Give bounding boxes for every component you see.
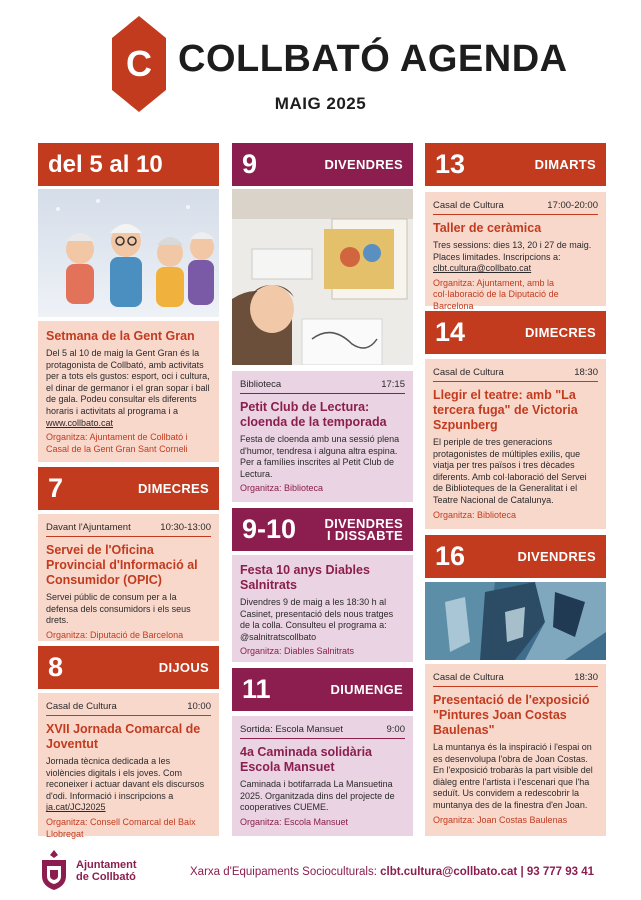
event-title: Setmana de la Gent Gran <box>46 329 195 343</box>
event-meta: Casal de Cultura 18:30 <box>433 367 598 382</box>
event-title: XVII Jornada Comarcal de Joventut <box>46 722 201 751</box>
weekday: DIMARTS <box>534 157 596 172</box>
event-meta: Casal de Cultura 17:00-20:00 <box>433 200 598 215</box>
footer-phone: 93 777 93 41 <box>526 866 595 878</box>
event-organizer: Organitza: Biblioteca <box>240 483 324 494</box>
date-bar-14 <box>425 311 606 354</box>
event-organizer: Organitza: Ajuntament de Collbató i Casal de la Gent Gran Sant Corneli <box>46 432 188 454</box>
event-title: 4a Caminada solidària Escola Mansuet <box>240 745 373 774</box>
day-number: 13 <box>435 149 466 179</box>
event-organizer: Organitza: Diputació de Barcelona <box>46 629 184 640</box>
event-title: Taller de ceràmica <box>433 221 542 235</box>
date-bar-9 <box>232 143 413 186</box>
event-description: Caminada i botifarrada La Mansuetina 2025. Organitzada dins del projecte de cooperatives CUEME. <box>240 779 395 813</box>
event-organizer: Organitza: Escola Mansuet <box>240 816 349 827</box>
event-organizer: Organitza: Diables Salnitrats <box>240 646 355 657</box>
day-number: 16 <box>435 541 466 571</box>
weekday: DIVENDRES <box>324 157 403 172</box>
event-organizer: Organitza: Biblioteca <box>433 509 517 520</box>
event-description: El periple de tres generacions protagonistes de múltiples exilis, que viatja per tres països i tres dècades diferents. Amb col·laboració del Servei de Biblioteques de la Generalitat i el Teatre Nacional de Catalunya. <box>433 437 587 505</box>
event-title: Presentació de l'exposició "Pintures Joan Costas Baulenas" <box>433 693 590 737</box>
footer-contact: Xarxa d'Equipaments Socioculturals: clbt.cultura@collbato.cat | 93 777 93 41 <box>190 866 595 878</box>
weekday: DIVENDRES <box>517 549 596 564</box>
event-organizer: Organitza: Joan Costas Baulenas <box>433 814 568 825</box>
day-number: 8 <box>48 652 64 682</box>
event-title: Petit Club de Lectura: cloenda de la temporada <box>240 400 387 429</box>
weekday: DIMECRES <box>524 325 596 340</box>
page-subtitle: MAIG 2025 <box>274 94 367 113</box>
weekday-pair: DIVENDRES I DISSABTE <box>324 515 403 543</box>
event-meta: Sortida: Escola Mansuet 9:00 <box>240 724 405 739</box>
day-number: 9-10 <box>242 514 297 544</box>
day-number: 14 <box>435 317 466 347</box>
painting-photo <box>425 582 606 660</box>
day-number: 11 <box>242 674 271 704</box>
weekday: DIUMENGE <box>330 682 403 697</box>
event-description: Festa de cloenda amb una sessió plena d'humor, tendresa i alguna altra espina. Per a famílies inscrites al Petit Club de Lectura. <box>240 434 400 479</box>
event-meta: Casal de Cultura 18:30 <box>433 672 598 687</box>
event-description: Servei públic de consum per a la defensa dels consumidors i els seus drets. <box>46 592 191 626</box>
date-range: del 5 al 10 <box>48 150 163 178</box>
ajuntament-shield-icon <box>38 850 70 890</box>
event-card-llegir-teatre <box>425 359 606 529</box>
event-description: Tres sessions: dies 13, 20 i 27 de maig. Places limitades. Inscripcions a: clbt.cultura@collbato.cat <box>433 240 592 274</box>
event-card-gent-gran <box>38 321 219 462</box>
event-organizer: Organitza: Ajuntament, amb la col·laboració de la Diputació de Barcelona <box>433 277 559 311</box>
event-description: Jornada tècnica dedicada a les violències digitals i els joves. Com reconeixer i actuar davant els discursos d'odi. Informació i inscripcions a ja.cat/JCJ2025 <box>46 756 205 813</box>
page-title: COLLBATÓ AGENDA <box>178 38 568 80</box>
date-bar-9-10 <box>232 508 413 551</box>
event-card-ceramica <box>425 192 606 311</box>
event-organizer: Organitza: Consell Comarcal del Baix Llobregat <box>46 816 196 839</box>
event-card-opic <box>38 514 219 641</box>
email-link[interactable]: clbt.cultura@collbato.cat <box>433 263 532 274</box>
event-meta: Davant l'Ajuntament 10:30-13:00 <box>46 522 211 537</box>
event-card-caminada <box>232 716 413 836</box>
weekday: DIMECRES <box>137 481 209 496</box>
jcj-link[interactable]: ja.cat/JCJ2025 <box>46 802 106 813</box>
event-title: Llegir el teatre: amb "La tercera fuga" de Victoria Szpunberg <box>433 388 578 432</box>
footer-organization: Ajuntament de Collbató <box>76 859 137 883</box>
event-title: Festa 10 anys Diables Salnitrats <box>240 563 370 592</box>
event-card-exposicio <box>425 664 606 836</box>
website-link[interactable]: www.collbato.cat <box>46 417 114 428</box>
event-card-petit-club <box>232 371 413 502</box>
logo-letter: C <box>126 43 152 84</box>
reading-club-photo <box>232 189 413 365</box>
footer-email[interactable]: clbt.cultura@collbato.cat <box>380 866 518 878</box>
date-bar-7 <box>38 467 219 510</box>
day-number: 7 <box>48 473 64 503</box>
event-description: La muntanya és la inspiració i l'espai on es desenvolupa l'obra de Joan Costas. En l'exposició trobaràs la part visible del diàleg entre l'artista i l'escenari que l'ha seduït. Us convidem a redescobrir la muntanya des de la finestra d'en Joan. <box>433 742 593 810</box>
event-meta: Biblioteca 17:15 <box>240 379 405 394</box>
date-bar-8 <box>38 646 219 689</box>
date-bar-16 <box>425 535 606 578</box>
day-number: 9 <box>242 149 258 179</box>
event-title: Servei de l'Oficina Provincial d'Informació al Consumidor (OPIC) <box>46 543 198 587</box>
gent-gran-illustration <box>38 189 219 317</box>
date-bar-5-10 <box>38 143 219 186</box>
event-description: Divendres 9 de maig a les 18:30 h al Casinet, presentació dels nous tratges de la colla. Consulteu el programa a: @salnitratscollbato <box>240 597 394 642</box>
event-card-diables <box>232 555 413 662</box>
date-bar-11 <box>232 668 413 711</box>
event-description: Del 5 al 10 de maig la Gent Gran és la protagonista de Collbató, amb activitats per a tots els gustos: esport, oci i cultura, el dinar de germanor i el gran sopar i ball de gala. Podeu consultar els diferents horaris i activitats al programa i a www.collbato.cat <box>46 348 210 428</box>
event-meta: Casal de Cultura 10:00 <box>46 701 211 716</box>
date-bar-13 <box>425 143 606 186</box>
weekday: DIJOUS <box>158 660 209 675</box>
event-card-jornada <box>38 693 219 839</box>
